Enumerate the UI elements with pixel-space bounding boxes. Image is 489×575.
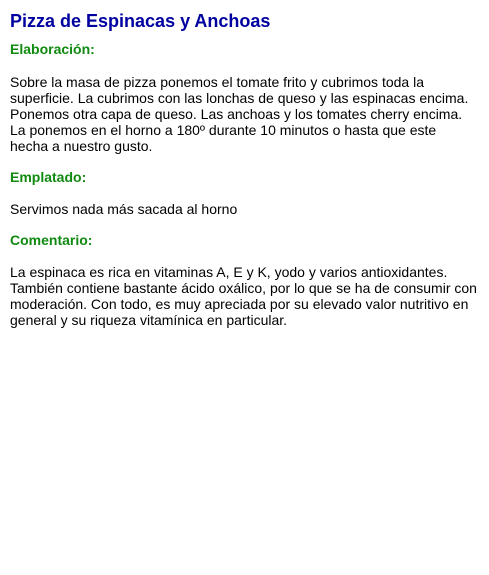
comentario-text: La espinaca es rica en vitaminas A, E y K, yodo y varios antioxidantes. También contiene bastante ácido oxálico, por lo que se ha de consumir con moderación. Con todo, es muy apreciada por su elevado valor nutritivo en general y su riqueza vitamínica en particular. — [10, 264, 477, 328]
elaboracion-heading: Elaboración: — [10, 41, 95, 57]
emplatado-heading: Emplatado: — [10, 169, 87, 185]
comentario-heading: Comentario: — [10, 232, 93, 248]
elaboracion-text: Sobre la masa de pizza ponemos el tomate frito y cubrimos toda la superficie. La cubrimos con las lonchas de queso y las espinacas encima. Ponemos otra capa de queso. Las anchoas y los tomates cherry encima. La ponemos en el horno a 180º durante 10 minutos o hasta que este hecha a nuestro gusto. — [10, 74, 469, 154]
emplatado-text: Servimos nada más sacada al horno — [10, 201, 238, 217]
recipe-title: Pizza de Espinacas y Anchoas — [10, 11, 271, 31]
